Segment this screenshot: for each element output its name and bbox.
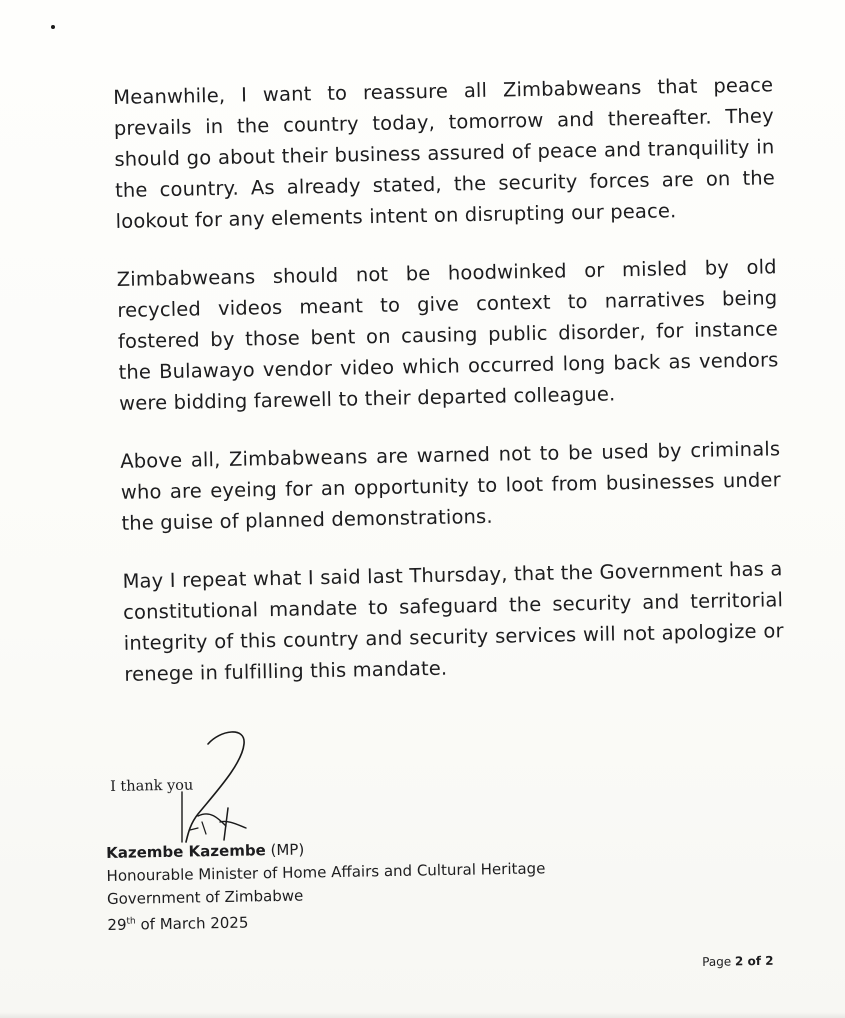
date-day: 29 xyxy=(107,915,127,934)
paragraph-warning: Above all, Zimbabweans are warned not to be used by criminals who are eyeing for an opportunity to loot from businesses under the guise of planned demonstrations. xyxy=(120,437,781,535)
page-total: 2 xyxy=(765,953,774,968)
page-number xyxy=(702,954,774,969)
stray-mark xyxy=(51,25,55,29)
date-rest: of March 2025 xyxy=(135,913,249,934)
signatory-name: Kazembe Kazembe xyxy=(106,841,266,862)
closing-line: I thank you xyxy=(110,777,194,795)
handwritten-signature xyxy=(168,722,268,847)
scan-edge-shadow xyxy=(0,1012,845,1018)
signature-block xyxy=(106,834,546,937)
signatory-suffix: (MP) xyxy=(265,840,305,860)
page-prefix: Page xyxy=(702,954,736,969)
letter-body xyxy=(113,69,785,717)
paragraph-reassurance: Meanwhile, I want to reassure all Zimbabweans that peace prevails in the country today, tomorrow and thereafter. They should go about their business assured of peace and tranquility in the country. As already stated, the security forces are on the lookout for any elements intent on disrupting our peace. xyxy=(113,73,776,233)
paragraph-mandate: May I repeat what I said last Thursday, that the Government has a constitutional mandate to safeguard the security and territorial integrity of this country and security services will not apologize or renege in fulfilling this mandate. xyxy=(122,557,784,686)
paragraph-recycled-videos: Zimbabweans should not be hoodwinked or misled by old recycled videos meant to give context to narratives being fostered by those bent on causing public disorder, for instance the Bulawayo vendor video which occurred long back as vendors were bidding farewell to their departed colleague. xyxy=(116,255,779,415)
page-of: of xyxy=(743,953,766,969)
signatory-organization: Government of Zimbabwe xyxy=(106,886,304,908)
date-ordinal: th xyxy=(126,916,136,927)
signatory-title: Honourable Minister of Home Affairs and Cultural Heritage xyxy=(106,859,546,885)
page-current: 2 xyxy=(734,954,744,969)
